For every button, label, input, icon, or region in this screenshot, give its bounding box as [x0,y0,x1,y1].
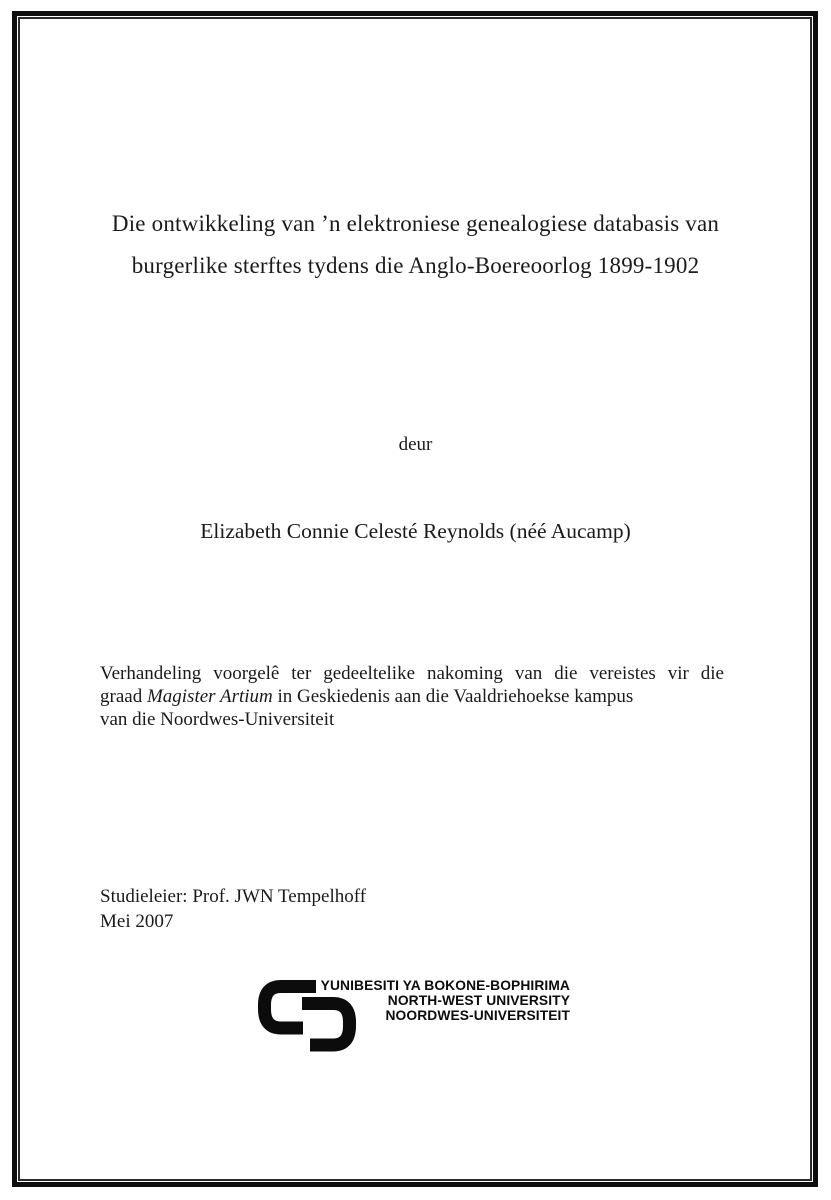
date-line: Mei 2007 [100,910,174,932]
thesis-title [70,203,761,287]
degree-suffix: in Geskiedenis aan die Vaaldriehoekse kampus [272,686,634,707]
byline-label: deur [398,434,433,455]
thesis-title-line-1: Die ontwikkeling van ’n elektroniese genealogiese databasis van [111,211,720,236]
thesis-title-line-2: burgerlike sterftes tydens die Anglo-Boereoorlog 1899-1902 [131,253,700,278]
author-name: Elizabeth Connie Celesté Reynolds (néé Aucamp) [200,519,631,543]
degree-name: Magister Artium [146,686,273,707]
submission-statement-line-1: Verhandeling voorgelê ter gedeeltelike nakoming van die vereistes vir die [100,663,724,684]
university-name-afrikaans: NOORDWES-UNIVERSITEIT [385,1007,570,1023]
university-wordmark [321,979,570,1023]
submission-statement [100,662,724,731]
supervisor-block [100,885,600,934]
submission-statement-line-3: van die Noordwes-Universiteit [100,709,335,730]
supervisor-line: Studieleier: Prof. JWN Tempelhoff [100,886,367,907]
university-name-setswana: YUNIBESITI YA BOKONE-BOPHIRIMA [320,978,570,993]
degree-prefix: graad [100,686,147,707]
submission-statement-line-2 [100,685,724,708]
university-name-english: NORTH-WEST UNIVERSITY [387,992,570,1008]
